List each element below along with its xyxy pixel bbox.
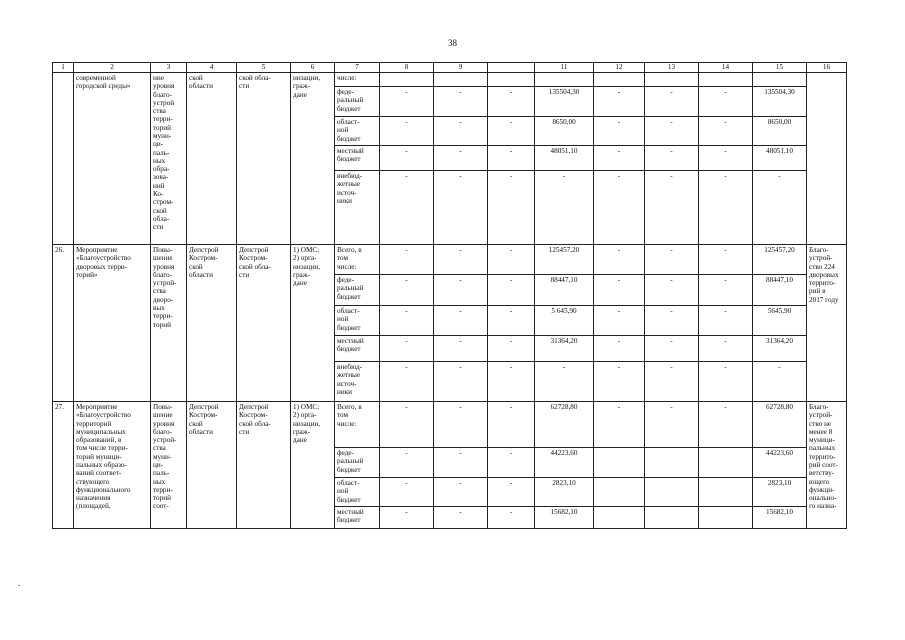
amount-cell: - (594, 146, 645, 171)
amount-cell: - (699, 275, 753, 306)
amount-cell: - (699, 117, 753, 146)
amount-cell: 44223,60 (535, 448, 594, 478)
amount-cell (535, 73, 594, 87)
column-header: 1 (53, 63, 74, 73)
funding-source-cell: внебюд- жетные источ- ники (335, 171, 380, 245)
amount-cell: - (594, 336, 645, 362)
amount-cell (699, 478, 753, 507)
funding-source-cell: местный бюджет (335, 146, 380, 171)
amount-cell: 31364,20 (535, 336, 594, 362)
amount-cell: - (699, 171, 753, 245)
amount-cell: - (699, 336, 753, 362)
amount-cell: - (380, 171, 434, 245)
column-header (488, 63, 535, 73)
column-header: 8 (380, 63, 434, 73)
amount-cell: - (380, 448, 434, 478)
amount-cell (434, 73, 488, 87)
amount-cell: - (645, 146, 699, 171)
goal-cell: Повы- шение уровня благо- устрой- ства дворо- вых терри- торий (151, 245, 187, 402)
total-cell: 135504,30 (753, 87, 807, 117)
amount-cell: - (488, 306, 535, 336)
amount-cell: - (434, 362, 488, 402)
column-header: 15 (753, 63, 807, 73)
amount-cell: - (488, 171, 535, 245)
amount-cell (699, 73, 753, 87)
row-number-cell: 26. (53, 245, 74, 402)
amount-cell: - (594, 275, 645, 306)
amount-cell (645, 478, 699, 507)
funding-source-cell: Всего, в том числе: (335, 402, 380, 448)
amount-cell: - (488, 402, 535, 448)
amount-cell (594, 507, 645, 529)
amount-cell: - (380, 275, 434, 306)
amount-cell: - (434, 507, 488, 529)
funding-source-cell: феде- ральный бюджет (335, 87, 380, 117)
amount-cell: - (488, 87, 535, 117)
amount-cell: - (699, 245, 753, 275)
column-header: 2 (74, 63, 151, 73)
coordinator-cell: Депстрой Костром- ской обла- сти (237, 245, 291, 402)
table-row (53, 402, 847, 448)
amount-cell (645, 507, 699, 529)
funding-source-cell: местный бюджет (335, 507, 380, 529)
amount-cell: 48051,10 (535, 146, 594, 171)
column-header: 12 (594, 63, 645, 73)
amount-cell: - (434, 402, 488, 448)
amount-cell: - (488, 275, 535, 306)
amount-cell: - (380, 362, 434, 402)
amount-cell: - (594, 117, 645, 146)
amount-cell: - (699, 362, 753, 402)
total-cell: 48051,10 (753, 146, 807, 171)
amount-cell: - (488, 478, 535, 507)
amount-cell: - (434, 275, 488, 306)
program-activities-table (52, 62, 847, 529)
amount-cell: - (380, 117, 434, 146)
amount-cell (699, 507, 753, 529)
row-number-cell: 27. (53, 402, 74, 529)
column-header: 14 (699, 63, 753, 73)
amount-cell: - (699, 306, 753, 336)
amount-cell: - (699, 146, 753, 171)
responsible-cell: ской области (187, 73, 237, 245)
amount-cell: - (380, 87, 434, 117)
amount-cell: - (645, 362, 699, 402)
amount-cell: - (434, 306, 488, 336)
amount-cell: - (488, 362, 535, 402)
row-number-cell (53, 73, 74, 245)
funding-source-cell: област- ной бюджет (335, 478, 380, 507)
margin-mark: . (18, 578, 21, 588)
column-header: 9 (434, 63, 488, 73)
participants-cell: 1) ОМС; 2) орга- низации, граж- дане (291, 402, 335, 529)
total-cell: 88447,10 (753, 275, 807, 306)
amount-cell (594, 478, 645, 507)
amount-cell: - (488, 448, 535, 478)
amount-cell: - (380, 245, 434, 275)
funding-source-cell: феде- ральный бюджет (335, 275, 380, 306)
amount-cell: - (434, 336, 488, 362)
column-header: 16 (807, 63, 847, 73)
amount-cell: 5 645,90 (535, 306, 594, 336)
amount-cell: - (434, 87, 488, 117)
column-header: 5 (237, 63, 291, 73)
amount-cell (699, 448, 753, 478)
amount-cell: - (594, 171, 645, 245)
amount-cell: - (699, 87, 753, 117)
amount-cell: - (380, 336, 434, 362)
amount-cell: - (488, 245, 535, 275)
amount-cell: - (434, 478, 488, 507)
amount-cell: - (645, 306, 699, 336)
column-header: 4 (187, 63, 237, 73)
responsible-cell: Депстрой Костром- ской области (187, 245, 237, 402)
total-cell: 5645,90 (753, 306, 807, 336)
amount-cell: - (645, 402, 699, 448)
amount-cell: - (434, 245, 488, 275)
amount-cell: - (488, 117, 535, 146)
amount-cell: - (594, 245, 645, 275)
amount-cell: - (594, 362, 645, 402)
funding-source-cell: числе: (335, 73, 380, 87)
total-cell: 2823,10 (753, 478, 807, 507)
amount-cell: - (434, 146, 488, 171)
amount-cell: - (434, 448, 488, 478)
amount-cell: - (645, 336, 699, 362)
amount-cell: - (380, 478, 434, 507)
column-header: 13 (645, 63, 699, 73)
participants-cell: 1) ОМС; 2) орга- низации, граж- дане (291, 245, 335, 402)
total-cell: 15682,10 (753, 507, 807, 529)
participants-cell: низации, граж- дане (291, 73, 335, 245)
column-header: 3 (151, 63, 187, 73)
table-row (53, 73, 847, 87)
amount-cell: - (594, 402, 645, 448)
activity-name-cell: современной городской среды» (74, 73, 151, 245)
activity-name-cell: Мероприятие «Благоустройство территорий муниципальных образований, в том числе терри- торий муници- пальных образо- ваний соответ- ствующего функционального назначения (площадей, (74, 402, 151, 529)
result-cell (807, 73, 847, 245)
amount-cell: - (380, 306, 434, 336)
amount-cell: - (645, 245, 699, 275)
funding-source-cell: внебюд- жетные источ- ники (335, 362, 380, 402)
total-cell: - (753, 362, 807, 402)
amount-cell: - (434, 117, 488, 146)
amount-cell (645, 448, 699, 478)
total-cell: 44223,60 (753, 448, 807, 478)
amount-cell: - (645, 171, 699, 245)
goal-cell: ние уровня благо- устрой ства терри- торий муни- ци- паль- ных обра- зова- ний Ко- стром- ской обла- сти (151, 73, 187, 245)
amount-cell: 88447,10 (535, 275, 594, 306)
amount-cell: 135504,30 (535, 87, 594, 117)
table-row (53, 245, 847, 275)
amount-cell (380, 73, 434, 87)
funding-source-cell: феде- ральный бюджет (335, 448, 380, 478)
amount-cell: - (434, 171, 488, 245)
activity-name-cell: Мероприятие «Благоустройство дворовых терри- торий» (74, 245, 151, 402)
amount-cell: - (645, 275, 699, 306)
total-cell: 8650,00 (753, 117, 807, 146)
result-cell: Благо- устрой- ство 224 дворовых террито- рий в 2017 году (807, 245, 847, 402)
amount-cell: 125457,20 (535, 245, 594, 275)
total-cell: - (753, 171, 807, 245)
amount-cell: - (645, 87, 699, 117)
amount-cell: 15682,10 (535, 507, 594, 529)
amount-cell (488, 73, 535, 87)
amount-cell: - (380, 402, 434, 448)
total-cell: 125457,20 (753, 245, 807, 275)
coordinator-cell: ской обла- сти (237, 73, 291, 245)
amount-cell: - (594, 87, 645, 117)
amount-cell: - (488, 336, 535, 362)
column-header: 11 (535, 63, 594, 73)
amount-cell: 2823,10 (535, 478, 594, 507)
amount-cell: 62728,80 (535, 402, 594, 448)
amount-cell: - (535, 171, 594, 245)
funding-source-cell: област- ной бюджет (335, 306, 380, 336)
column-header: 6 (291, 63, 335, 73)
funding-source-cell: област- ной бюджет (335, 117, 380, 146)
total-cell: 62728,80 (753, 402, 807, 448)
amount-cell: - (535, 362, 594, 402)
funding-source-cell: местный бюджет (335, 336, 380, 362)
total-cell: 31364,20 (753, 336, 807, 362)
result-cell: Благо- устрой- ство не менее 8 муници- пальных террито- рий соот- ветству- ющего функци- онально- го назна- (807, 402, 847, 529)
amount-cell: - (699, 402, 753, 448)
funding-source-cell: Всего, в том числе: (335, 245, 380, 275)
column-number-row (53, 63, 847, 73)
coordinator-cell: Депстрой Костром- ской обла- сти (237, 402, 291, 529)
amount-cell: - (594, 306, 645, 336)
total-cell (753, 73, 807, 87)
amount-cell (645, 73, 699, 87)
amount-cell (594, 448, 645, 478)
responsible-cell: Депстрой Костром- ской области (187, 402, 237, 529)
amount-cell: - (380, 507, 434, 529)
amount-cell: - (380, 146, 434, 171)
amount-cell: 8650,00 (535, 117, 594, 146)
page-number: 38 (448, 38, 457, 48)
amount-cell: - (488, 507, 535, 529)
amount-cell: - (488, 146, 535, 171)
goal-cell: Повы- шение уровня благо- устрой- ства муни- ци- паль- ных терри- торий соот- (151, 402, 187, 529)
amount-cell (594, 73, 645, 87)
column-header: 7 (335, 63, 380, 73)
amount-cell: - (645, 117, 699, 146)
